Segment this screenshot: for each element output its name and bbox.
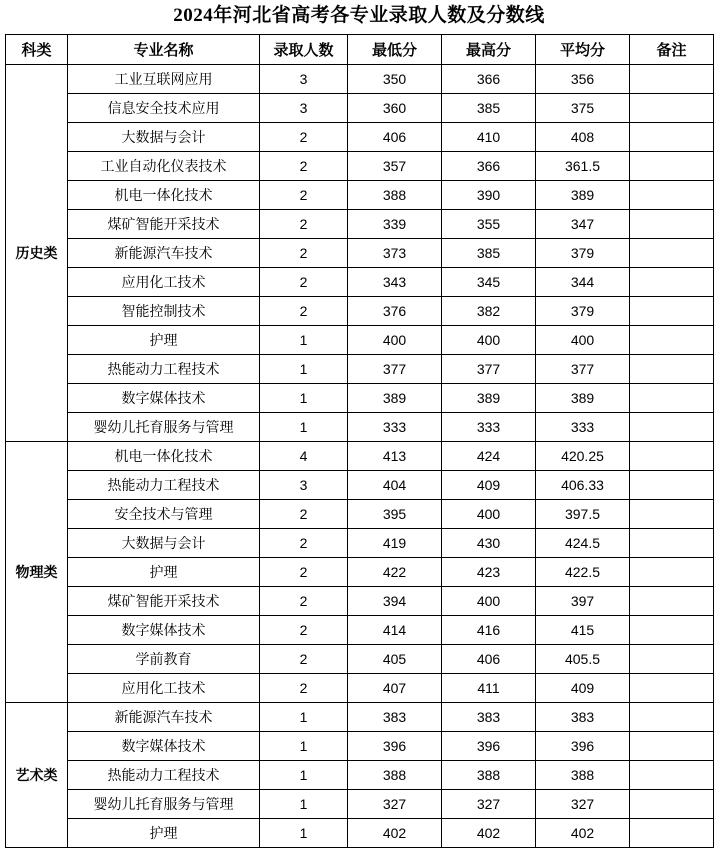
min-score-cell: 407 [348,673,442,702]
table-row [6,644,714,673]
table-row [6,731,714,760]
admitted-count-cell: 2 [260,122,348,151]
max-score-cell: 400 [442,586,536,615]
major-name-cell: 新能源汽车技术 [68,702,260,731]
major-name-cell: 应用化工技术 [68,673,260,702]
table-row [6,64,714,93]
admitted-count-cell: 2 [260,499,348,528]
table-row [6,818,714,847]
admitted-count-cell: 2 [260,615,348,644]
avg-score-cell: 379 [536,238,630,267]
note-cell [630,470,714,499]
avg-score-cell: 424.5 [536,528,630,557]
avg-score-cell: 383 [536,702,630,731]
table-row [6,615,714,644]
min-score-cell: 377 [348,354,442,383]
min-score-cell: 413 [348,441,442,470]
min-score-cell: 373 [348,238,442,267]
avg-score-cell: 344 [536,267,630,296]
admission-score-table [5,34,714,848]
admitted-count-cell: 2 [260,267,348,296]
avg-score-cell: 356 [536,64,630,93]
avg-score-cell: 422.5 [536,557,630,586]
major-name-cell: 婴幼儿托育服务与管理 [68,789,260,818]
major-name-cell: 大数据与会计 [68,122,260,151]
min-score-cell: 414 [348,615,442,644]
major-name-cell: 安全技术与管理 [68,499,260,528]
admitted-count-cell: 2 [260,180,348,209]
note-cell [630,296,714,325]
table-row [6,557,714,586]
avg-score-cell: 397.5 [536,499,630,528]
max-score-cell: 423 [442,557,536,586]
major-name-cell: 智能控制技术 [68,296,260,325]
table-row [6,673,714,702]
admitted-count-cell: 4 [260,441,348,470]
note-cell [630,209,714,238]
max-score-cell: 416 [442,615,536,644]
column-header-category: 科类 [6,34,68,64]
admitted-count-cell: 1 [260,702,348,731]
note-cell [630,180,714,209]
min-score-cell: 400 [348,325,442,354]
category-cell: 物理类 [6,441,68,702]
admitted-count-cell: 1 [260,789,348,818]
max-score-cell: 377 [442,354,536,383]
admitted-count-cell: 1 [260,383,348,412]
max-score-cell: 333 [442,412,536,441]
max-score-cell: 385 [442,238,536,267]
table-row [6,441,714,470]
max-score-cell: 402 [442,818,536,847]
table-body [6,64,714,847]
avg-score-cell: 377 [536,354,630,383]
min-score-cell: 383 [348,702,442,731]
admitted-count-cell: 3 [260,93,348,122]
admitted-count-cell: 1 [260,412,348,441]
column-header-max-score: 最高分 [442,34,536,64]
major-name-cell: 煤矿智能开采技术 [68,586,260,615]
min-score-cell: 419 [348,528,442,557]
note-cell [630,644,714,673]
admitted-count-cell: 1 [260,354,348,383]
note-cell [630,818,714,847]
max-score-cell: 366 [442,151,536,180]
note-cell [630,354,714,383]
table-row [6,122,714,151]
note-cell [630,731,714,760]
column-header-major: 专业名称 [68,34,260,64]
table-row [6,180,714,209]
table-row [6,586,714,615]
avg-score-cell: 415 [536,615,630,644]
category-cell: 历史类 [6,64,68,441]
table-row [6,528,714,557]
major-name-cell: 学前教育 [68,644,260,673]
note-cell [630,557,714,586]
table-row [6,470,714,499]
table-row [6,209,714,238]
min-score-cell: 388 [348,760,442,789]
table-header [6,34,714,64]
min-score-cell: 405 [348,644,442,673]
admitted-count-cell: 2 [260,296,348,325]
min-score-cell: 394 [348,586,442,615]
note-cell [630,615,714,644]
max-score-cell: 424 [442,441,536,470]
avg-score-cell: 402 [536,818,630,847]
min-score-cell: 406 [348,122,442,151]
min-score-cell: 350 [348,64,442,93]
avg-score-cell: 408 [536,122,630,151]
note-cell [630,586,714,615]
avg-score-cell: 333 [536,412,630,441]
admitted-count-cell: 2 [260,673,348,702]
note-cell [630,673,714,702]
max-score-cell: 366 [442,64,536,93]
note-cell [630,122,714,151]
min-score-cell: 395 [348,499,442,528]
avg-score-cell: 396 [536,731,630,760]
admitted-count-cell: 2 [260,528,348,557]
note-cell [630,93,714,122]
table-row [6,412,714,441]
max-score-cell: 411 [442,673,536,702]
column-header-avg-score: 平均分 [536,34,630,64]
table-row [6,267,714,296]
avg-score-cell: 400 [536,325,630,354]
admitted-count-cell: 2 [260,209,348,238]
note-cell [630,238,714,267]
admitted-count-cell: 2 [260,557,348,586]
major-name-cell: 工业互联网应用 [68,64,260,93]
min-score-cell: 402 [348,818,442,847]
category-cell: 艺术类 [6,702,68,847]
max-score-cell: 410 [442,122,536,151]
note-cell [630,267,714,296]
page-title: 2024年河北省高考各专业录取人数及分数线 [173,5,545,26]
avg-score-cell: 379 [536,296,630,325]
table-row [6,296,714,325]
table-header-row [6,34,714,64]
avg-score-cell: 361.5 [536,151,630,180]
avg-score-cell: 375 [536,93,630,122]
major-name-cell: 信息安全技术应用 [68,93,260,122]
note-cell [630,789,714,818]
min-score-cell: 343 [348,267,442,296]
avg-score-cell: 406.33 [536,470,630,499]
major-name-cell: 护理 [68,557,260,586]
major-name-cell: 数字媒体技术 [68,615,260,644]
min-score-cell: 388 [348,180,442,209]
table-row [6,325,714,354]
min-score-cell: 339 [348,209,442,238]
max-score-cell: 430 [442,528,536,557]
min-score-cell: 376 [348,296,442,325]
note-cell [630,64,714,93]
note-cell [630,702,714,731]
avg-score-cell: 405.5 [536,644,630,673]
major-name-cell: 护理 [68,818,260,847]
table-row [6,760,714,789]
admitted-count-cell: 3 [260,64,348,93]
max-score-cell: 383 [442,702,536,731]
admitted-count-cell: 2 [260,151,348,180]
avg-score-cell: 388 [536,760,630,789]
avg-score-cell: 420.25 [536,441,630,470]
major-name-cell: 应用化工技术 [68,267,260,296]
max-score-cell: 345 [442,267,536,296]
admitted-count-cell: 2 [260,644,348,673]
min-score-cell: 327 [348,789,442,818]
table-row [6,789,714,818]
note-cell [630,151,714,180]
column-header-count: 录取人数 [260,34,348,64]
major-name-cell: 煤矿智能开采技术 [68,209,260,238]
min-score-cell: 357 [348,151,442,180]
column-header-min-score: 最低分 [348,34,442,64]
major-name-cell: 新能源汽车技术 [68,238,260,267]
max-score-cell: 385 [442,93,536,122]
max-score-cell: 355 [442,209,536,238]
avg-score-cell: 389 [536,383,630,412]
max-score-cell: 389 [442,383,536,412]
table-row [6,499,714,528]
admitted-count-cell: 2 [260,586,348,615]
avg-score-cell: 327 [536,789,630,818]
max-score-cell: 409 [442,470,536,499]
max-score-cell: 400 [442,325,536,354]
admitted-count-cell: 2 [260,238,348,267]
admitted-count-cell: 1 [260,818,348,847]
max-score-cell: 396 [442,731,536,760]
avg-score-cell: 347 [536,209,630,238]
admitted-count-cell: 1 [260,325,348,354]
table-row [6,383,714,412]
max-score-cell: 388 [442,760,536,789]
table-row [6,151,714,180]
table-row [6,93,714,122]
major-name-cell: 大数据与会计 [68,528,260,557]
table-row [6,354,714,383]
major-name-cell: 热能动力工程技术 [68,760,260,789]
max-score-cell: 390 [442,180,536,209]
note-cell [630,499,714,528]
table-row [6,702,714,731]
min-score-cell: 389 [348,383,442,412]
min-score-cell: 396 [348,731,442,760]
major-name-cell: 机电一体化技术 [68,180,260,209]
min-score-cell: 404 [348,470,442,499]
major-name-cell: 护理 [68,325,260,354]
major-name-cell: 工业自动化仪表技术 [68,151,260,180]
major-name-cell: 婴幼儿托育服务与管理 [68,412,260,441]
admitted-count-cell: 1 [260,731,348,760]
table-row [6,238,714,267]
major-name-cell: 数字媒体技术 [68,383,260,412]
max-score-cell: 327 [442,789,536,818]
major-name-cell: 机电一体化技术 [68,441,260,470]
major-name-cell: 热能动力工程技术 [68,354,260,383]
max-score-cell: 406 [442,644,536,673]
avg-score-cell: 409 [536,673,630,702]
column-header-note: 备注 [630,34,714,64]
admitted-count-cell: 1 [260,760,348,789]
max-score-cell: 382 [442,296,536,325]
major-name-cell: 数字媒体技术 [68,731,260,760]
note-cell [630,412,714,441]
max-score-cell: 400 [442,499,536,528]
note-cell [630,528,714,557]
admitted-count-cell: 3 [260,470,348,499]
note-cell [630,441,714,470]
major-name-cell: 热能动力工程技术 [68,470,260,499]
avg-score-cell: 397 [536,586,630,615]
note-cell [630,383,714,412]
avg-score-cell: 389 [536,180,630,209]
min-score-cell: 360 [348,93,442,122]
note-cell [630,325,714,354]
min-score-cell: 422 [348,557,442,586]
note-cell [630,760,714,789]
min-score-cell: 333 [348,412,442,441]
